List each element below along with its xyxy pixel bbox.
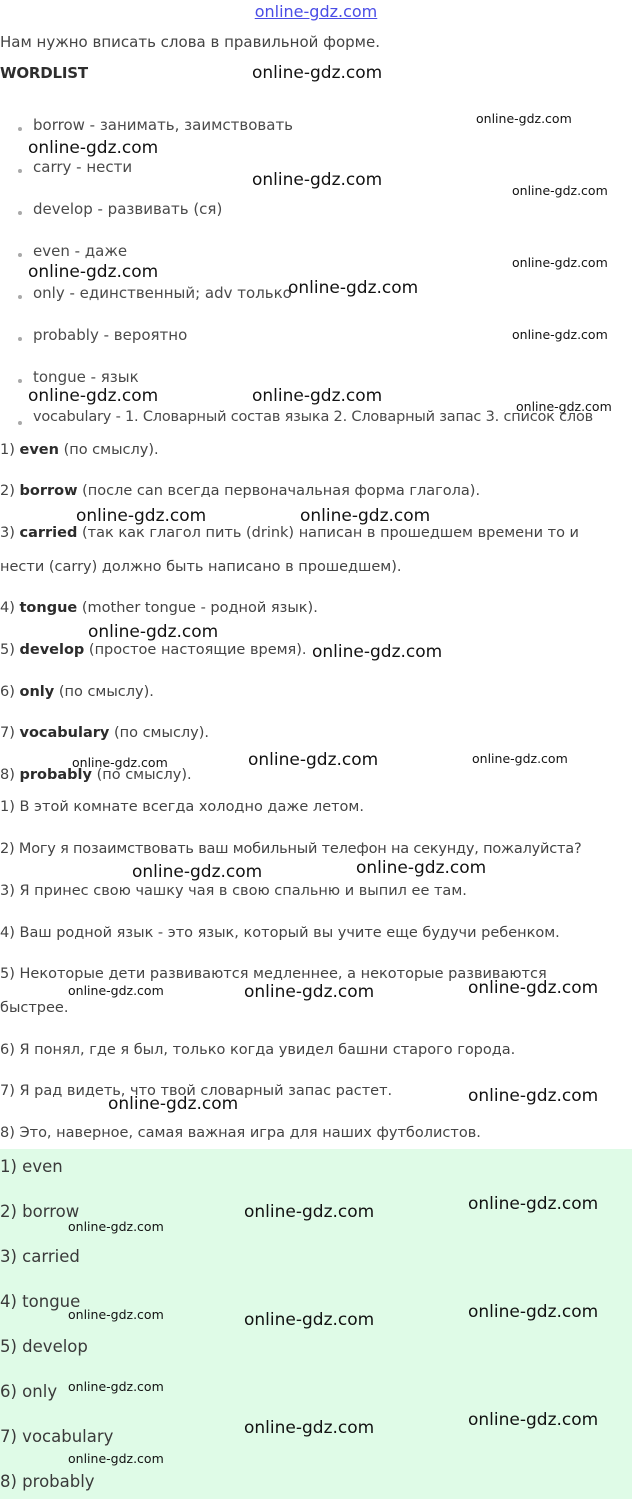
wordlist-item-text: even - даже xyxy=(33,242,128,260)
watermark: online-gdz.com xyxy=(512,255,608,270)
watermark: online-gdz.com xyxy=(472,751,568,766)
watermark: online-gdz.com xyxy=(252,63,383,83)
watermark: online-gdz.com xyxy=(248,750,379,770)
translation-line: 8) Это, наверное, самая важная игра для наших футболистов. xyxy=(0,1125,481,1141)
explanation-continuation: нести (carry) должно быть написано в прошедшем). xyxy=(0,559,402,575)
answer-line: 7) vocabulary xyxy=(0,1427,114,1446)
watermark: online-gdz.com xyxy=(132,862,263,882)
explanation-item xyxy=(0,483,480,499)
explanation-note: (по смыслу). xyxy=(58,684,154,700)
explanation-note: (так как глагол пить (drink) написан в прошедшем времени то и xyxy=(81,525,579,541)
watermark: online-gdz.com xyxy=(512,327,608,342)
answer-word: vocabulary xyxy=(19,725,110,741)
answer-line: 2) borrow xyxy=(0,1202,80,1221)
watermark: online-gdz.com xyxy=(28,386,159,406)
watermark: online-gdz.com xyxy=(68,983,164,998)
watermark: online-gdz.com xyxy=(68,1451,164,1466)
explanation-note: (после can всегда первоначальная форма глагола). xyxy=(82,483,481,499)
explanation-note: (по смыслу). xyxy=(113,725,210,741)
wordlist-item-text: develop - развивать (ся) xyxy=(33,200,223,218)
watermark: online-gdz.com xyxy=(252,386,383,406)
explanation-item xyxy=(0,725,209,741)
bullet-icon xyxy=(18,253,22,257)
item-number: 1) xyxy=(0,442,15,458)
translation-line: 2) Могу я позаимствовать ваш мобильный телефон на секунду, пожалуйста? xyxy=(0,841,582,857)
wordlist-title: WORDLIST xyxy=(0,64,88,82)
watermark: online-gdz.com xyxy=(244,1202,375,1222)
wordlist-item-text: vocabulary - 1. Словарный состав языка 2. Словарный запас 3. список слов xyxy=(33,409,593,425)
watermark: online-gdz.com xyxy=(516,399,612,414)
answer-word: only xyxy=(19,684,55,700)
wordlist-item-text: tongue - язык xyxy=(33,368,139,386)
translation-line: быстрее. xyxy=(0,1000,69,1016)
watermark: online-gdz.com xyxy=(288,278,419,298)
item-number: 2) xyxy=(0,483,15,499)
bullet-icon xyxy=(18,169,22,173)
item-number: 6) xyxy=(0,684,15,700)
answer-line: 4) tongue xyxy=(0,1292,81,1311)
translation-line: 4) Ваш родной язык - это язык, который вы учите еще будучи ребенком. xyxy=(0,925,560,941)
watermark: online-gdz.com xyxy=(312,642,443,662)
watermark: online-gdz.com xyxy=(468,978,599,998)
watermark: online-gdz.com xyxy=(476,111,572,126)
bullet-icon xyxy=(18,379,22,383)
answer-line: 3) carried xyxy=(0,1247,80,1266)
watermark: online-gdz.com xyxy=(108,1094,239,1114)
watermark: online-gdz.com xyxy=(28,138,159,158)
watermark: online-gdz.com xyxy=(244,1310,375,1330)
bullet-icon xyxy=(18,421,22,425)
watermark: online-gdz.com xyxy=(72,755,168,770)
watermark: online-gdz.com xyxy=(76,506,207,526)
explanation-note: (mother tongue - родной язык). xyxy=(81,600,318,616)
watermark: online-gdz.com xyxy=(244,1418,375,1438)
translation-line: 1) В этой комнате всегда холодно даже летом. xyxy=(0,799,364,815)
watermark: online-gdz.com xyxy=(468,1410,599,1430)
explanation-note: (простое настоящие время). xyxy=(88,642,307,658)
watermark: online-gdz.com xyxy=(252,170,383,190)
watermark: online-gdz.com xyxy=(68,1219,164,1234)
bullet-icon xyxy=(18,295,22,299)
explanation-item xyxy=(0,684,154,700)
answer-word: tongue xyxy=(19,600,78,616)
explanation-item xyxy=(0,442,159,458)
explanation-item xyxy=(0,642,307,658)
answer-word: probably xyxy=(19,767,92,783)
translation-line: 7) Я рад видеть, что твой словарный запас растет. xyxy=(0,1083,393,1099)
watermark: online-gdz.com xyxy=(356,858,487,878)
explanation-item xyxy=(0,600,318,616)
bullet-icon xyxy=(18,127,22,131)
item-number: 3) xyxy=(0,525,15,541)
watermark: online-gdz.com xyxy=(300,506,431,526)
wordlist-item-text: only - единственный; adv только xyxy=(33,284,292,302)
translation-line: 3) Я принес свою чашку чая в свою спальню и выпил ее там. xyxy=(0,883,467,899)
explanation-item xyxy=(0,525,579,541)
bullet-icon xyxy=(18,211,22,215)
answer-word: even xyxy=(19,442,59,458)
item-number: 4) xyxy=(0,600,15,616)
watermark: online-gdz.com xyxy=(468,1194,599,1214)
watermark: online-gdz.com xyxy=(468,1086,599,1106)
watermark: online-gdz.com xyxy=(88,622,219,642)
answer-line: 6) only xyxy=(0,1382,58,1401)
intro-text: Нам нужно вписать слова в правильной форме. xyxy=(0,33,380,51)
wordlist-item-text: carry - нести xyxy=(33,158,133,176)
watermark: online-gdz.com xyxy=(68,1307,164,1322)
watermark: online-gdz.com xyxy=(468,1302,599,1322)
answer-line: 1) even xyxy=(0,1157,63,1176)
watermark: online-gdz.com xyxy=(512,183,608,198)
watermark: online-gdz.com xyxy=(244,982,375,1002)
answer-word: borrow xyxy=(19,483,78,499)
answer-word: develop xyxy=(19,642,85,658)
item-number: 7) xyxy=(0,725,15,741)
explanation-note: (по смыслу). xyxy=(63,442,159,458)
translation-line: 6) Я понял, где я был, только когда увидел башни старого города. xyxy=(0,1042,516,1058)
answer-word: carried xyxy=(19,525,78,541)
answer-line: 8) probably xyxy=(0,1472,95,1491)
wordlist-item-text: borrow - занимать, заимствовать xyxy=(33,116,294,134)
watermark: online-gdz.com xyxy=(68,1379,164,1394)
answer-line: 5) develop xyxy=(0,1337,88,1356)
item-number: 5) xyxy=(0,642,15,658)
bullet-icon xyxy=(18,337,22,341)
watermark: online-gdz.com xyxy=(28,262,159,282)
explanation-note: (по смыслу). xyxy=(96,767,192,783)
header-watermark-link[interactable]: online-gdz.com xyxy=(254,2,378,21)
translation-line: 5) Некоторые дети развиваются медленнее, а некоторые развиваются xyxy=(0,966,547,982)
item-number: 8) xyxy=(0,767,15,783)
wordlist-item-text: probably - вероятно xyxy=(33,326,188,344)
